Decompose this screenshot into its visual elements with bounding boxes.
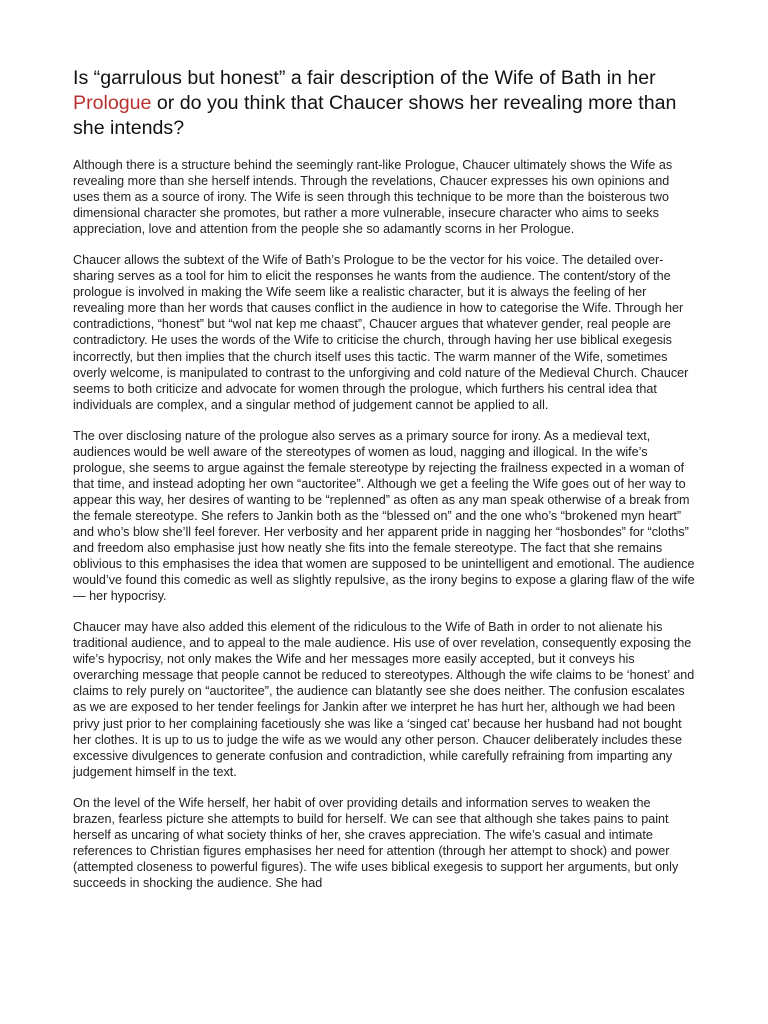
- paragraph-4: Chaucer may have also added this element of the ridiculous to the Wife of Bath in order to not alienate his traditional audience, and to appeal to the male audience. His use of over revelation, consequently exposing the wife’s hypocrisy, not only makes the Wife and her messages more easily accepted, but it conveys his overarching message that people cannot be reduced to stereotypes. Although the wife claims to be ‘honest’ and claims to rely purely on “auctoritee”, the audience can blatantly see she does neither. The confusion escalates as we are exposed to her tender feelings for Jankin after we interpret he has hurt her, although we had been privy just prior to her complaining facetiously she was like a ‘singed cat’ because her husband had not bought her clothes. It is up to us to judge the wife as we would any other person. Chaucer deliberately includes these excessive divulgences to generate confusion and contradiction, while carefully refraining from imparting any judgement himself in the text.: [73, 620, 695, 779]
- essay-title: [73, 66, 695, 141]
- paragraph-3: The over disclosing nature of the prologue also serves as a primary source for irony. As a medieval text, audiences would be well aware of the stereotypes of women as loud, nagging and illogical. In the wife’s prologue, she seems to argue against the female stereotype by rejecting the frailness expected in a woman of that time, and instead adopting her own “auctoritee”. Although we get a feeling the Wife goes out of her way to appear this way, her desires of wanting to be “replenned” as often as any man speak otherwise of a break from the female stereotype. She refers to Jankin both as the “blessed on” and the one who’s “brokened myn heart” and who’s blow she’ll feel forever. Her verbosity and her apparent pride in nagging her “hosbondes” for “cloths” and freedom also emphasise just how neatly she fits into the female stereotype. The fact that she remains oblivious to this emphasises the idea that women are supposed to be unintelligent and emotional. The audience would’ve found this comedic as well as slightly repulsive, as the irony begins to expose a glaring flaw of the wife— her hypocrisy.: [73, 428, 695, 604]
- title-text-start: Is “garrulous but honest” a fair description of the Wife of Bath in her: [73, 67, 656, 89]
- title-text-end: or do you think that Chaucer shows her revealing more than she intends?: [73, 92, 677, 139]
- paragraph-2: Chaucer allows the subtext of the Wife of Bath’s Prologue to be the vector for his voice. The detailed over-sharing serves as a tool for him to elicit the responses he wants from the audience. The content/story of the prologue is involved in making the Wife seem like a realistic character, but it is always the feeling of her revealing more than her words that causes conflict in the audience in how to categorise the Wife. Through her contradictions, “honest” but “wol nat kep me chaast”, Chaucer argues that whatever gender, real people are contradictory. He uses the words of the Wife to criticise the church, through having her use biblical exegesis incorrectly, but then implies that the church itself uses this tactic. The warm manner of the Wife, sometimes overly welcome, is manipulated to contrast to the unforgiving and cold nature of the Medieval Church. Chaucer seems to both criticize and advocate for women through the prologue, which furthers his central idea that individuals are complex, and a singular method of judgement cannot be applied to all.: [73, 253, 689, 412]
- document-page: [73, 66, 695, 906]
- paragraph-1: Although there is a structure behind the seemingly rant-like Prologue, Chaucer ultimately shows the Wife as revealing more than she herself intends. Through the revelations, Chaucer expresses his own opinions and uses them as a source of irony. The Wife is seen through this technique to be more than the boisterous two dimensional character she promotes, but rather a more vulnerable, insecure character who aims to seeks appreciation, love and attention from the people she so adamantly scorns in her Prologue.: [73, 158, 673, 237]
- paragraph-5: On the level of the Wife herself, her habit of over providing details and information serves to weaken the brazen, fearless picture she attempts to build for herself. We can see that although she takes pains to paint herself as uncaring of what society thinks of her, she craves appreciation. The wife’s casual and intimate references to Christian figures emphasises her need for attention (through her attempt to shock) and power (attempted closeness to powerful figures). The wife uses biblical exegesis to support her arguments, but only succeeds in shocking the audience. She had: [73, 795, 679, 890]
- title-highlight-prologue: Prologue: [73, 92, 152, 114]
